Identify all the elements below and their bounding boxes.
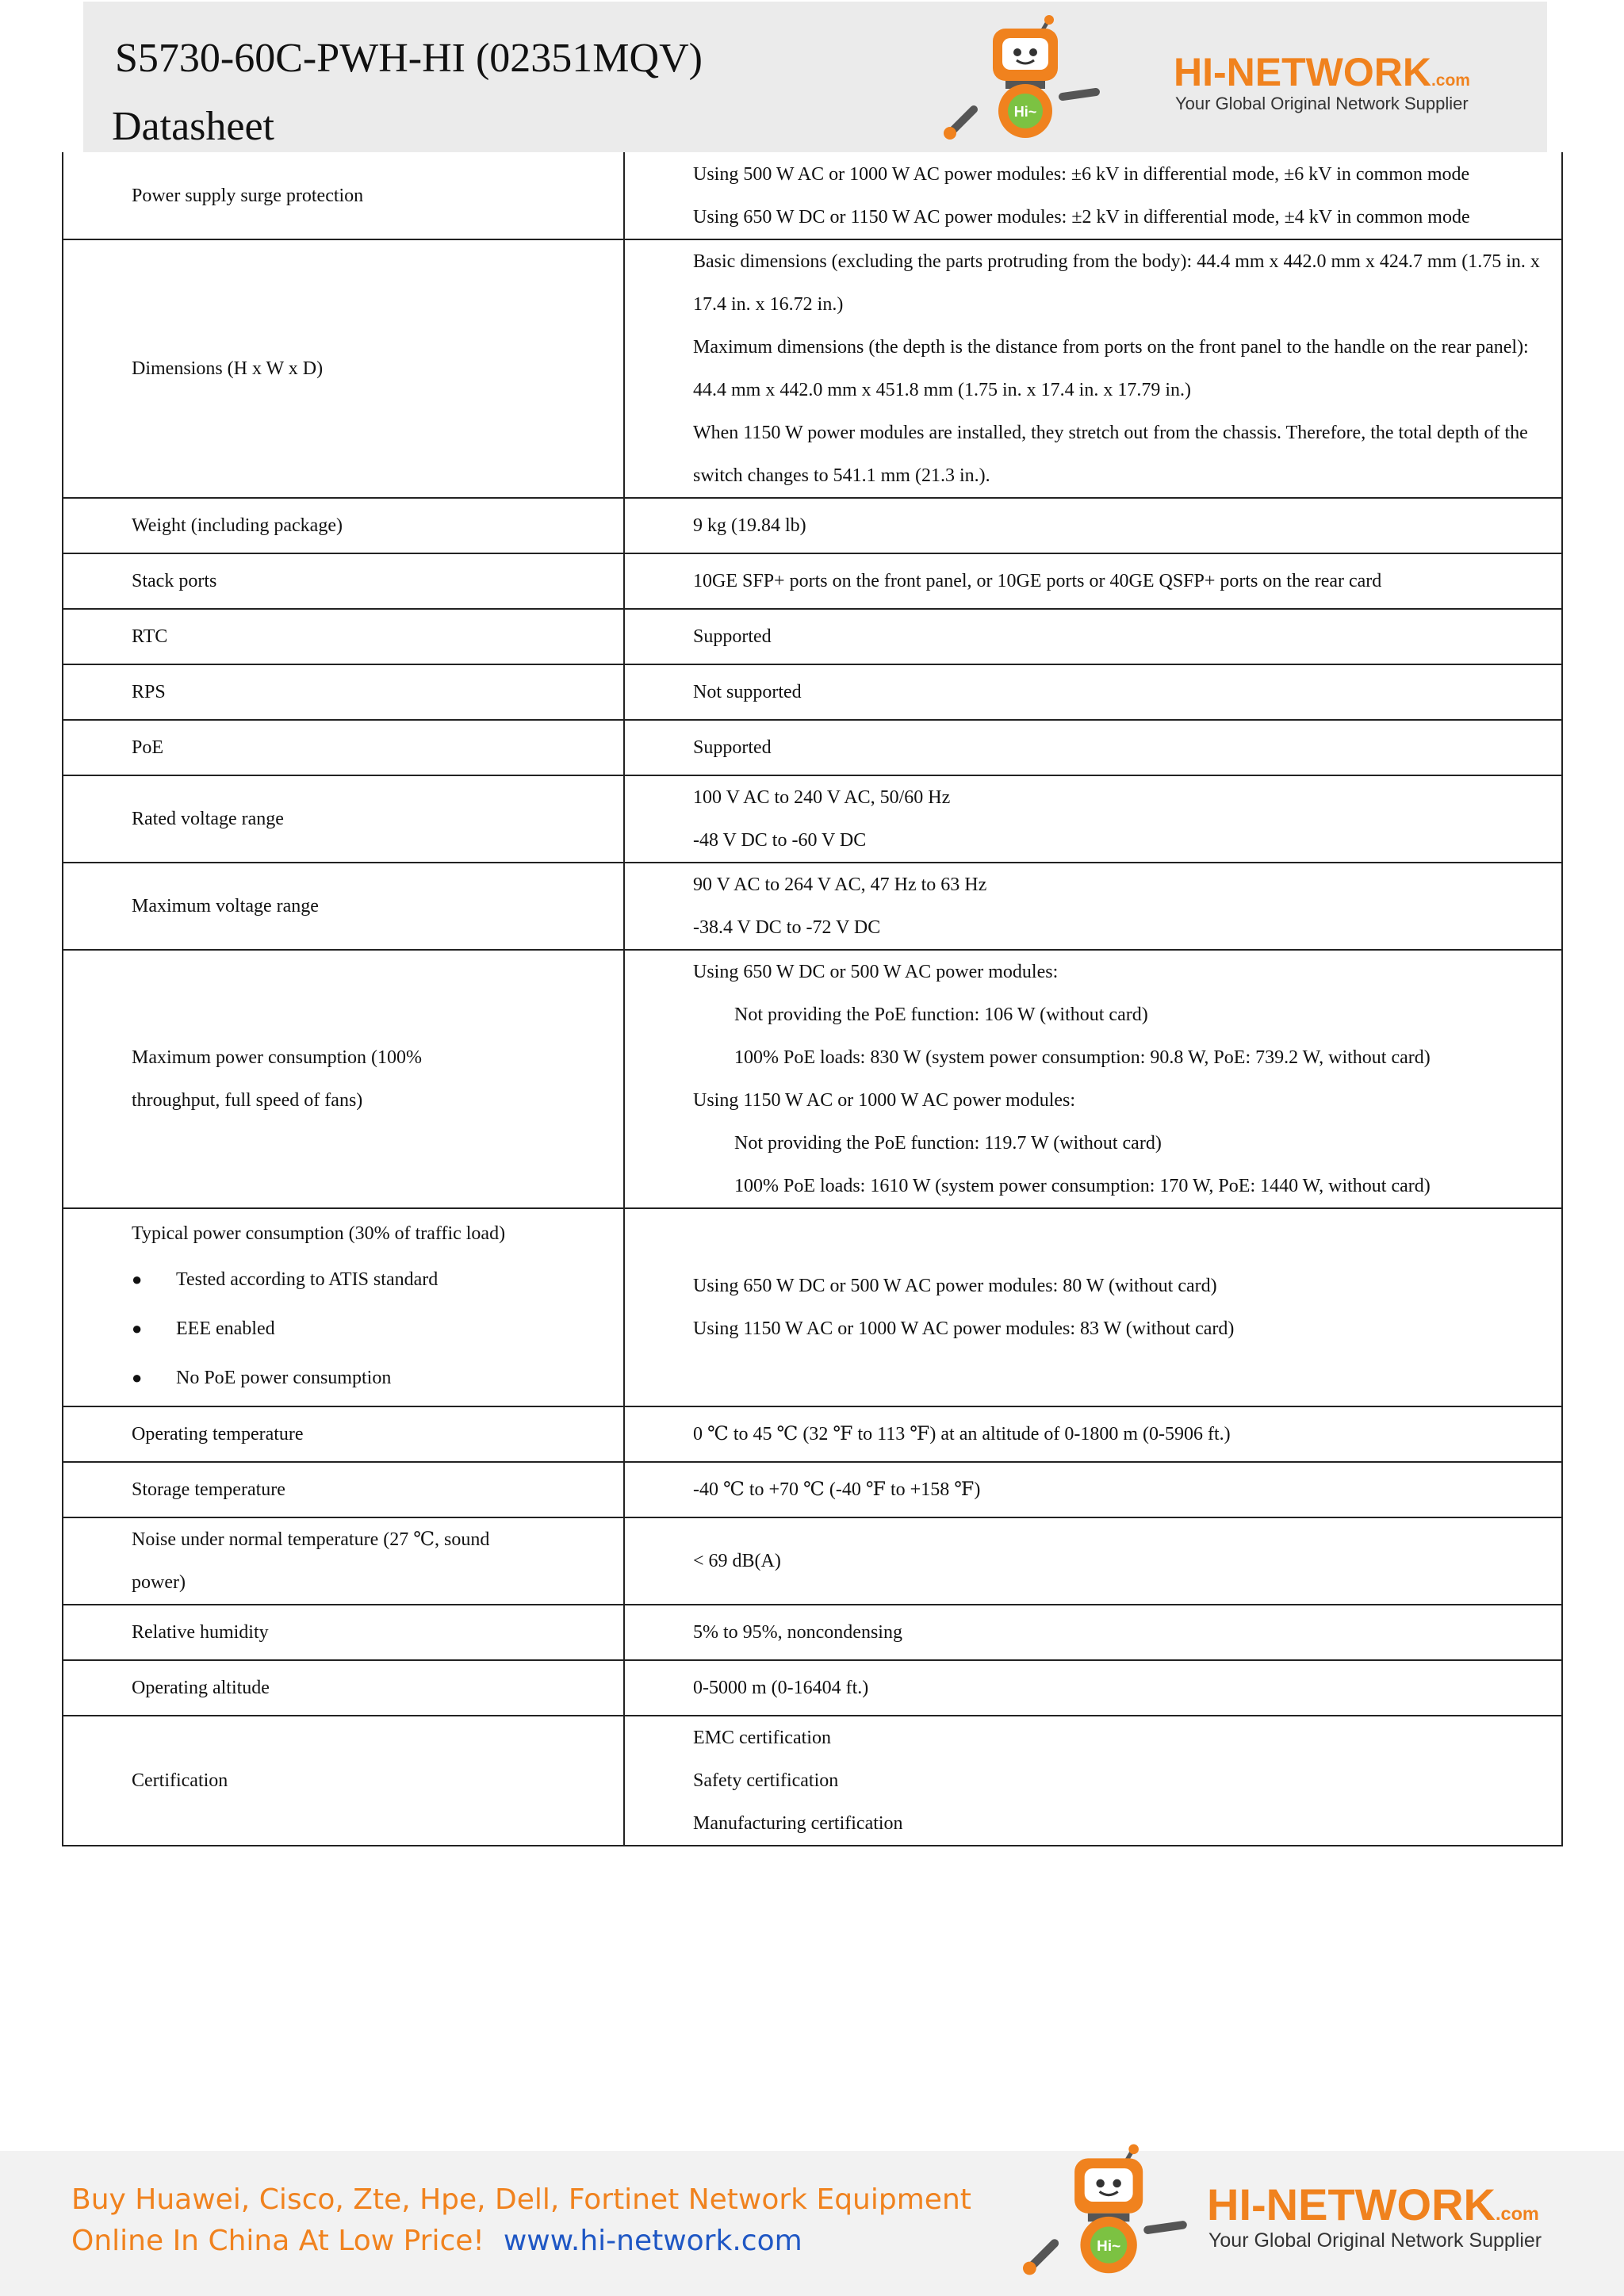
- spec-row: [63, 775, 1562, 863]
- spec-value-line: 44.4 mm x 442.0 mm x 451.8 mm (1.75 in. x 17.4 in. x 17.79 in.): [693, 380, 1191, 400]
- mascot-badge-text: Hi~: [1013, 104, 1037, 120]
- spec-label-cell: [63, 1660, 624, 1716]
- robot-mascot-icon: [1023, 2141, 1189, 2279]
- spec-label-cell: [63, 239, 624, 498]
- spec-value-line: 100% PoE loads: 1610 W (system power consumption: 170 W, PoE: 1440 W, without card): [734, 1176, 1431, 1196]
- spec-bullet-item: [132, 1353, 623, 1402]
- brand-tagline: Your Global Original Network Supplier: [1208, 2229, 1542, 2252]
- spec-row: [63, 950, 1562, 1208]
- bullet-dot-icon: ●: [132, 1318, 143, 1338]
- spec-value-cell: [624, 950, 1562, 1208]
- brand-name: HI-NETWORK.com: [1207, 2179, 1539, 2229]
- spec-value-cell: [624, 1462, 1562, 1517]
- spec-value-line: 5% to 95%, noncondensing: [693, 1622, 902, 1643]
- spec-value-line: When 1150 W power modules are installed, they stretch out from the chassis. Therefore, the total depth of the: [693, 423, 1528, 443]
- spec-value-line: Using 1150 W AC or 1000 W AC power modules: 83 W (without card): [693, 1318, 1235, 1339]
- spec-label-cell: [63, 553, 624, 609]
- spec-label: Maximum voltage range: [132, 896, 319, 916]
- spec-value-line: -40 ℃ to +70 ℃ (-40 ℉ to +158 ℉): [693, 1479, 981, 1500]
- spec-value-cell: [624, 609, 1562, 664]
- spec-row: [63, 1660, 1562, 1716]
- spec-value-cell: [624, 775, 1562, 863]
- spec-value-line: Maximum dimensions (the depth is the distance from ports on the front panel to the handle on the rear panel):: [693, 337, 1529, 358]
- spec-label: Stack ports: [132, 571, 217, 591]
- spec-row: [63, 1462, 1562, 1517]
- spec-label: Noise under normal temperature (27 ℃, sound: [132, 1529, 490, 1550]
- spec-label-cell: [63, 775, 624, 863]
- bullet-dot-icon: ●: [132, 1368, 143, 1387]
- spec-row: [63, 1208, 1562, 1406]
- spec-value-line: 17.4 in. x 16.72 in.): [693, 294, 844, 315]
- spec-label: power): [132, 1572, 186, 1593]
- spec-label: Storage temperature: [132, 1479, 285, 1500]
- spec-row: [63, 1605, 1562, 1660]
- spec-value-line: 0 ℃ to 45 ℃ (32 ℉ to 113 ℉) at an altitude of 0-1800 m (0-5906 ft.): [693, 1424, 1231, 1445]
- spec-value-line: < 69 dB(A): [693, 1551, 781, 1571]
- spec-label-cell: [63, 1406, 624, 1462]
- footer-logo: [1023, 2141, 1578, 2279]
- spec-value-cell: [624, 498, 1562, 553]
- spec-label: Operating altitude: [132, 1678, 270, 1698]
- spec-bullet-text: Tested according to ATIS standard: [176, 1269, 439, 1290]
- spec-value-cell: [624, 720, 1562, 775]
- spec-value-line: 9 kg (19.84 lb): [693, 515, 806, 536]
- header-logo: [944, 14, 1483, 141]
- spec-label-cell: [63, 498, 624, 553]
- spec-value-line: Not providing the PoE function: 106 W (without card): [734, 1004, 1148, 1025]
- spec-label-cell: [63, 152, 624, 239]
- spec-label-cell: [63, 1716, 624, 1846]
- bullet-dot-icon: ●: [132, 1269, 143, 1289]
- spec-value-line: EMC certification: [693, 1728, 831, 1748]
- spec-value-line: 100% PoE loads: 830 W (system power consumption: 90.8 W, PoE: 739.2 W, without card): [734, 1047, 1431, 1068]
- spec-value-line: -38.4 V DC to -72 V DC: [693, 917, 881, 938]
- spec-value-line: Using 650 W DC or 1150 W AC power modules: ±2 kV in differential mode, ±4 kV in common mode: [693, 206, 1470, 228]
- spec-value-line: Supported: [693, 737, 772, 758]
- spec-row: [63, 720, 1562, 775]
- spec-label: Maximum power consumption (100%: [132, 1047, 422, 1068]
- spec-label: Power supply surge protection: [132, 185, 364, 206]
- spec-value-line: Not providing the PoE function: 119.7 W (without card): [734, 1133, 1162, 1154]
- spec-row: [63, 553, 1562, 609]
- spec-label: Relative humidity: [132, 1622, 269, 1643]
- spec-label-cell: [63, 1462, 624, 1517]
- spec-label: Dimensions (H x W x D): [132, 358, 324, 379]
- robot-mascot-icon: [944, 14, 1102, 141]
- spec-bullet-item: [132, 1255, 623, 1304]
- spec-row: [63, 498, 1562, 553]
- spec-value-line: 100 V AC to 240 V AC, 50/60 Hz: [693, 787, 951, 808]
- spec-value-cell: [624, 1605, 1562, 1660]
- spec-label-cell: [63, 1208, 624, 1406]
- spec-value-line: Manufacturing certification: [693, 1813, 903, 1834]
- spec-label: Operating temperature: [132, 1424, 304, 1445]
- spec-value-line: Using 1150 W AC or 1000 W AC power modules:: [693, 1090, 1076, 1111]
- document-subtitle: Datasheet: [112, 104, 275, 149]
- spec-label: Typical power consumption (30% of traffic load): [132, 1223, 506, 1244]
- spec-value-line: Safety certification: [693, 1770, 839, 1791]
- spec-value-cell: [624, 553, 1562, 609]
- spec-value-cell: [624, 664, 1562, 720]
- spec-row: [63, 1517, 1562, 1605]
- spec-value-cell: [624, 1406, 1562, 1462]
- spec-table-body: [63, 152, 1562, 1846]
- spec-label-cell: [63, 1605, 624, 1660]
- spec-value-line: 0-5000 m (0-16404 ft.): [693, 1678, 869, 1698]
- spec-value-line: Not supported: [693, 682, 802, 702]
- spec-value-line: Using 650 W DC or 500 W AC power modules: 80 W (without card): [693, 1276, 1217, 1296]
- spec-value-line: 90 V AC to 264 V AC, 47 Hz to 63 Hz: [693, 874, 987, 895]
- brand-tagline: Your Global Original Network Supplier: [1175, 94, 1469, 113]
- spec-bullet-item: [132, 1304, 623, 1353]
- spec-value-line: -48 V DC to -60 V DC: [693, 830, 867, 851]
- spec-value-line: Using 650 W DC or 500 W AC power modules:: [693, 962, 1059, 982]
- spec-label-cell: [63, 609, 624, 664]
- footer-promo-line1: Buy Huawei, Cisco, Zte, Hpe, Dell, Fortinet Network Equipment: [71, 2183, 971, 2216]
- document-title: S5730-60C-PWH-HI (02351MQV): [115, 36, 703, 81]
- spec-label: Weight (including package): [132, 515, 343, 536]
- spec-label-cell: [63, 950, 624, 1208]
- spec-value-line: Supported: [693, 626, 772, 647]
- spec-label-cell: [63, 664, 624, 720]
- spec-label: Certification: [132, 1770, 228, 1791]
- spec-value-cell: [624, 1660, 1562, 1716]
- spec-row: [63, 1406, 1562, 1462]
- spec-row: [63, 664, 1562, 720]
- footer-promo-line2: Online In China At Low Price! www.hi-network.com: [71, 2225, 802, 2257]
- spec-row: [63, 609, 1562, 664]
- spec-label: throughput, full speed of fans): [132, 1090, 363, 1111]
- mascot-badge-text: Hi~: [1097, 2237, 1121, 2255]
- footer-website-link[interactable]: www.hi-network.com: [503, 2225, 802, 2257]
- spec-label: RTC: [132, 626, 168, 647]
- spec-row: [63, 863, 1562, 950]
- spec-value-cell: [624, 863, 1562, 950]
- spec-label-cell: [63, 720, 624, 775]
- spec-value-cell: [624, 239, 1562, 498]
- brand-name: HI-NETWORK.com: [1174, 50, 1470, 94]
- spec-label-cell: [63, 1517, 624, 1605]
- spec-row: [63, 1716, 1562, 1846]
- spec-bullet-text: EEE enabled: [176, 1318, 275, 1339]
- spec-value-line: switch changes to 541.1 mm (21.3 in.).: [693, 465, 990, 486]
- spec-bullet-text: No PoE power consumption: [176, 1368, 392, 1388]
- spec-value-cell: [624, 152, 1562, 239]
- spec-label: Rated voltage range: [132, 809, 284, 829]
- spec-row: [63, 152, 1562, 239]
- spec-value-line: Using 500 W AC or 1000 W AC power modules: ±6 kV in differential mode, ±6 kV in common mode: [693, 163, 1470, 185]
- spec-value-cell: [624, 1716, 1562, 1846]
- spec-label-cell: [63, 863, 624, 950]
- spec-value-line: 10GE SFP+ ports on the front panel, or 10GE ports or 40GE QSFP+ ports on the rear card: [693, 571, 1382, 591]
- spec-value-cell: [624, 1208, 1562, 1406]
- spec-label: RPS: [132, 682, 166, 702]
- spec-value-line: Basic dimensions (excluding the parts protruding from the body): 44.4 mm x 442.0 mm x 424.7 mm (1.75 in. x: [693, 251, 1540, 272]
- spec-label: PoE: [132, 737, 164, 758]
- spec-value-cell: [624, 1517, 1562, 1605]
- spec-row: [63, 239, 1562, 498]
- spec-table: [62, 152, 1563, 1846]
